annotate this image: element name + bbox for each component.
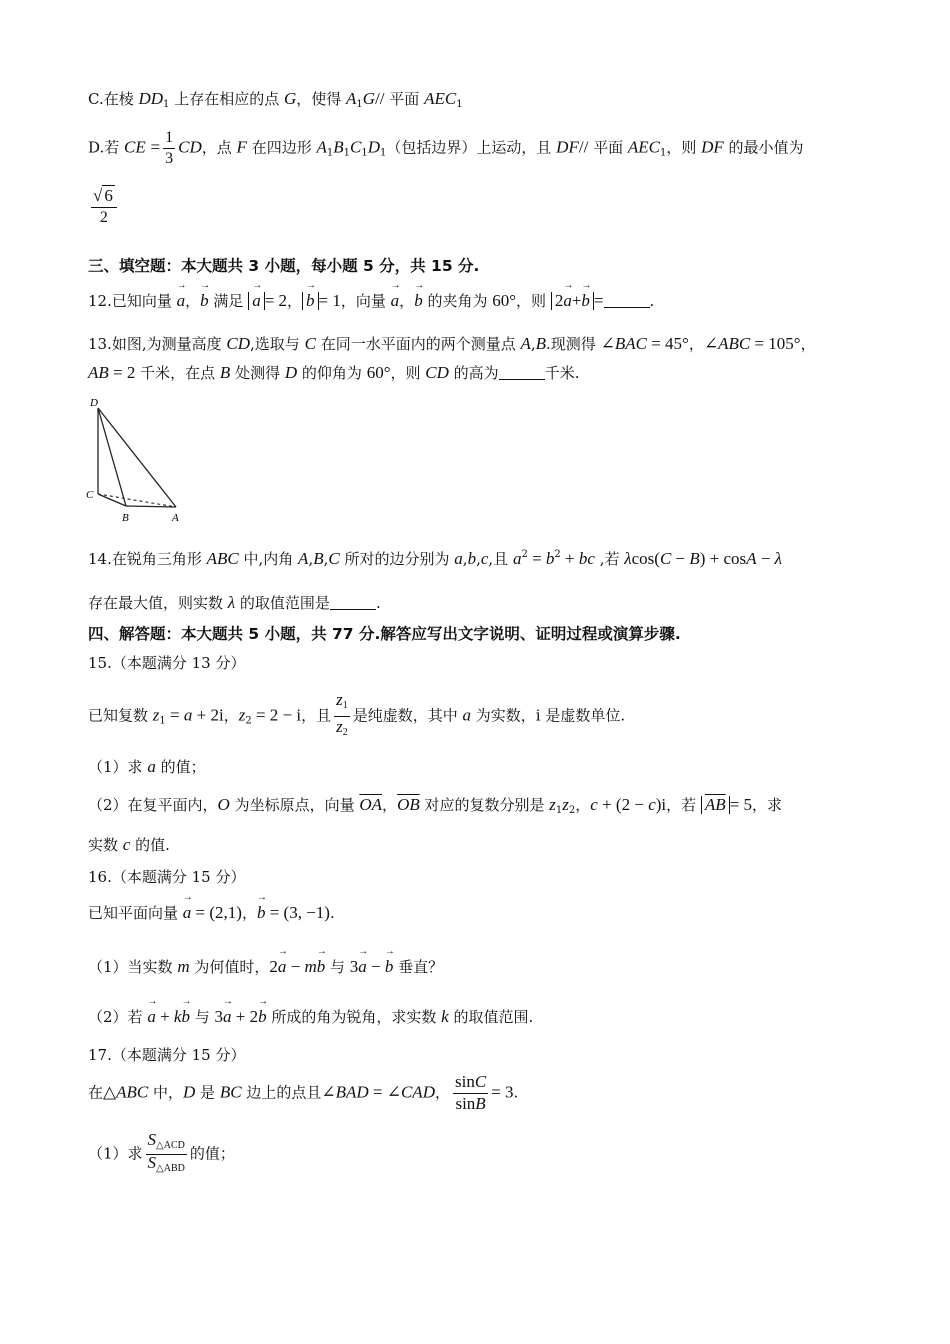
- question-15-part1: （1）求 a 的值；: [88, 757, 206, 776]
- section-3-heading: 三、填空题：本大题共 3 小题，每小题 5 分，共 15 分.: [88, 257, 480, 275]
- question-13-line2: AB = 2 千米，在点 B 处测得 D 的仰角为 60°，则 CD 的高为 千米.: [88, 363, 580, 382]
- option-d: D.若 CE = $\frac{1}{3}$ CD，点 F 在四边形 $A_1B_1C_1D_1$（包括边界）上运动，且 DF// 平面 $AEC_1$，则 DF 的最小值为: [88, 129, 804, 167]
- label-a: A: [172, 512, 179, 524]
- question-16-header: 16.（本题满分 15 分）: [88, 868, 246, 886]
- label-b: B: [122, 512, 129, 524]
- question-15-stem: 已知复数 $z_1 = a + 2i$，$z_2 = 2 - i$，且 $\frac{z_1}{z_2}$ 是纯虚数，其中 a 为实数，i 是虚数单位.: [88, 690, 626, 738]
- question-14-line1: 14.在锐角三角形 ABC 中,内角 A,B,C 所对的边分别为 a,b,c,且 $a^2 = b^2$ + bc ,若 λcos(C − B) + cosA − λ: [88, 549, 783, 568]
- edge-da: [98, 408, 176, 507]
- option-c: C.在棱 $DD_1$ 上存在相应的点 G，使得 $A_1G//$ 平面 $AEC_1$: [88, 89, 463, 110]
- question-13-line1: 13.如图,为测量高度 CD,选取与 C 在同一水平面内的两个测量点 A,B.现测得 ∠BAC = 45°，∠ABC = 105°，: [88, 334, 816, 353]
- question-16-stem: 已知平面向量 → a = (2,1)，→ b = (3, −1).: [88, 902, 335, 923]
- question-14-line2: 存在最大值，则实数 λ 的取值范围是 .: [88, 593, 381, 612]
- edge-ca-dashed: [98, 494, 176, 507]
- question-15-part2-line1: （2）在复平面内，O 为坐标原点，向量 $\overline{OA}$，$\overline{OB}$ 对应的复数分别是 $z_1z_2$，c + (2 − c)i，若 $\overline{AB} = 5$，求: [88, 795, 783, 816]
- question-15-part2-line2: 实数 c 的值.: [88, 835, 170, 854]
- label-c: C: [86, 489, 94, 501]
- triangle-figure: [84, 394, 194, 526]
- question-12: 12.已知向量 → a，→ b 满足 → a = 2， → b = 1，向量 → a，→ b 的夹角为 60°，则 2→ a+→ b = .: [88, 290, 654, 311]
- label-d: D: [90, 397, 98, 409]
- edge-ba: [126, 506, 176, 507]
- edge-db: [98, 408, 126, 506]
- option-d-answer: $\frac{√ 6}{2}$: [88, 186, 120, 228]
- question-16-part2: （2）若 → a + k→ b 与 3→ a + 2→ b 所成的角为锐角，求实数 k 的取值范围.: [88, 1006, 533, 1027]
- question-17-stem: 在△ABC 中，D 是 BC 边上的点且∠BAD = ∠CAD， $\frac{\sin C}{\sin B}$ = 3.: [88, 1072, 519, 1113]
- question-17-part1: （1）求 $\frac{S_{\triangle ACD}}{S_{\triangle ABD}}$ 的值；: [88, 1130, 235, 1174]
- section-4-heading: 四、解答题：本大题共 5 小题，共 77 分.解答应写出文字说明、证明过程或演算步骤.: [88, 625, 681, 643]
- question-15-header: 15.（本题满分 13 分）: [88, 654, 246, 672]
- question-16-part1: （1）当实数 m 为何值时，2→ a − m→ b 与 3→ a − → b 垂直？: [88, 956, 443, 977]
- question-17-header: 17.（本题满分 15 分）: [88, 1046, 246, 1064]
